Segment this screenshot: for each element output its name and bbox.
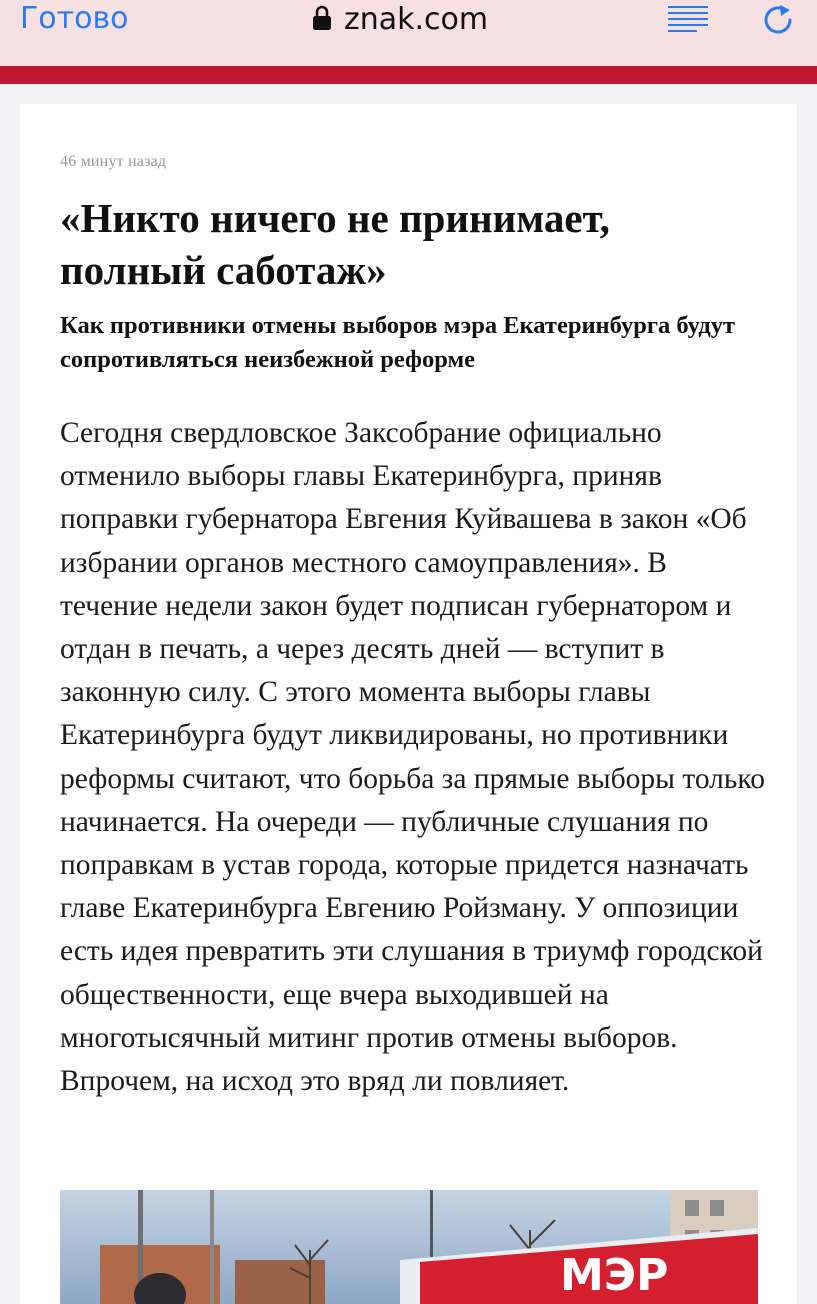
reader-mode-icon[interactable] bbox=[667, 4, 709, 34]
article-timestamp: 46 минут назад bbox=[60, 153, 167, 170]
done-button[interactable]: Готово bbox=[20, 1, 129, 36]
site-brand-stripe bbox=[0, 66, 817, 84]
url-text: znak.com bbox=[344, 2, 489, 37]
reload-icon[interactable] bbox=[760, 2, 796, 38]
article-subtitle: Как противники отмены выборов мэра Екатеринбурга будут сопротивляться неизбежной реформе bbox=[60, 312, 736, 373]
article-body: Сегодня свердловское Заксобрание официально отменило выборы главы Екатеринбурга, приняв поправки губернатора Евгения Куйвашева в закон «Об избрании органов местного самоуправления». В течение недели закон будет подписан губернатором и отдан в печать, а через десять дней — вступит в законную силу. С этого момента выборы главы Екатеринбурга будут ликвидированы, но противники реформы считают, что борьба за прямые выборы только начинается. На очереди — публичные слушания по поправкам в устав города, которые придется назначать главе Екатеринбурга Евгению Ройзману. У оппозиции есть идея превратить эти слушания в триумф городской общественности, еще вчера выходившей на многотысячный митинг против отмены выборов. Впрочем, на исход это вряд ли повлияет. bbox=[60, 417, 765, 1098]
photo-banner-text: МЭР bbox=[560, 1250, 669, 1301]
article-headline: «Никто ничего не принимает, полный саботаж» bbox=[60, 195, 610, 293]
browser-toolbar bbox=[0, 0, 817, 66]
article-photo[interactable] bbox=[60, 1190, 758, 1304]
address-bar[interactable] bbox=[312, 0, 488, 40]
article-card bbox=[20, 104, 797, 1304]
lock-icon bbox=[312, 5, 332, 31]
